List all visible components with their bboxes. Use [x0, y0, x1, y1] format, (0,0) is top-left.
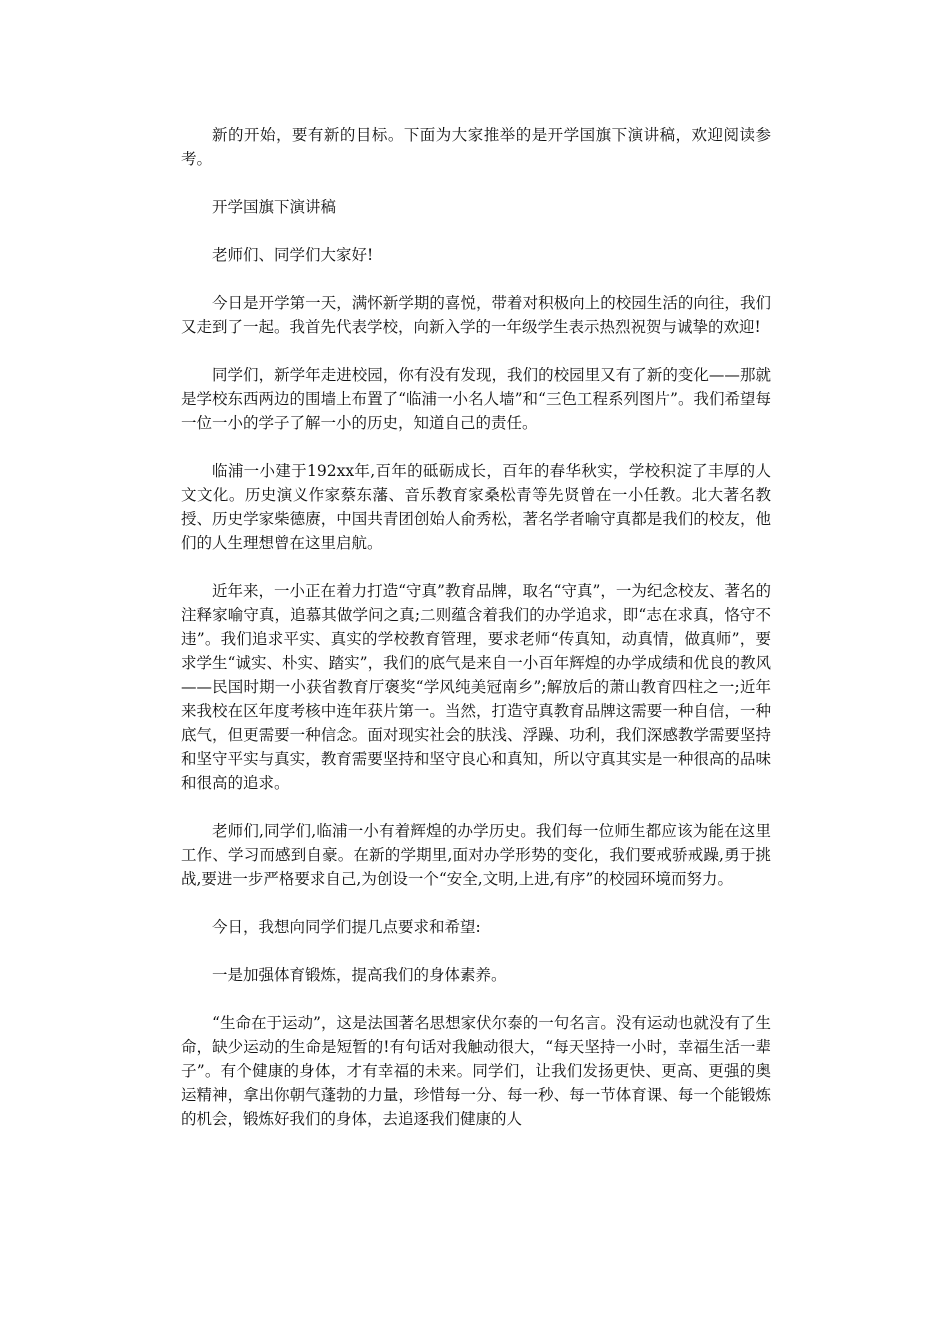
body-paragraph: “生命在于运动”，这是法国著名思想家伏尔泰的一句名言。没有运动也就没有了生命，缺少运动的生命是短暂的!有句话对我触动很大，“每天坚持一小时，幸福生活一辈子”。有个健康的身体，才有幸福的未来。同学们，让我们发扬更快、更高、更强的奥运精神，拿出你朝气蓬勃的力量，珍惜每一分、每一秒、每一节体育课、每一个能锻炼的机会，锻炼好我们的身体，去追逐我们健康的人 [181, 1014, 771, 1128]
body-paragraph: 临浦一小建于192xx年,百年的砥砺成长，百年的春华秋实，学校积淀了丰厚的人文文化。历史演义作家蔡东藩、音乐教育家桑松青等先贤曾在一小任教。北大著名教授、历史学家柴德赓，中国共青团创始人俞秀松，著名学者喻守真都是我们的校友，他们的人生理想曾在这里启航。 [181, 462, 771, 552]
document-body [181, 123, 771, 1155]
body-paragraph: 一是加强体育锻炼，提高我们的身体素养。 [212, 966, 507, 984]
intro-paragraph: 新的开始，要有新的目标。下面为大家推举的是开学国旗下演讲稿，欢迎阅读参考。 [181, 126, 771, 168]
body-paragraph: 近年来，一小正在着力打造“守真”教育品牌，取名“守真”，一为纪念校友、著名的注释家喻守真，追慕其做学问之真;二则蕴含着我们的办学追求，即“志在求真，恪守不违”。我们追求平实、真实的学校教育管理，要求老师“传真知，动真情，做真师”，要求学生“诚实、朴实、踏实”，我们的底气是来自一小百年辉煌的办学成绩和优良的教风——民国时期一小获省教育厅褒奖“学风纯美冠南乡”;解放后的萧山教育四柱之一;近年来我校在区年度考核中连年获片第一。当然，打造守真教育品牌这需要一种自信，一种底气，但更需要一种信念。面对现实社会的肤浅、浮躁、功利，我们深感教学需要坚持和坚守平实与真实，教育需要坚持和坚守良心和真知，所以守真其实是一种很高的品味和很高的追求。 [181, 582, 771, 792]
greeting-paragraph: 老师们、同学们大家好! [212, 246, 374, 264]
body-paragraph: 今日是开学第一天，满怀新学期的喜悦，带着对积极向上的校园生活的向往，我们又走到了一起。我首先代表学校，向新入学的一年级学生表示热烈祝贺与诚挚的欢迎! [181, 294, 771, 336]
body-paragraph: 老师们,同学们,临浦一小有着辉煌的办学历史。我们每一位师生都应该为能在这里工作、学习而感到自豪。在新的学期里,面对办学形势的变化，我们要戒骄戒躁,勇于挑战,要进一步严格要求自己,为创设一个“安全,文明,上进,有序”的校园环境而努力。 [181, 822, 771, 888]
speech-title: 开学国旗下演讲稿 [212, 198, 337, 216]
body-paragraph: 同学们，新学年走进校园，你有没有发现，我们的校园里又有了新的变化——那就是学校东西两边的围墙上布置了“临浦一小名人墙”和“三色工程系列图片”。我们希望每一位一小的学子了解一小的历史，知道自己的责任。 [181, 366, 771, 432]
body-paragraph: 今日，我想向同学们提几点要求和希望: [212, 918, 481, 936]
